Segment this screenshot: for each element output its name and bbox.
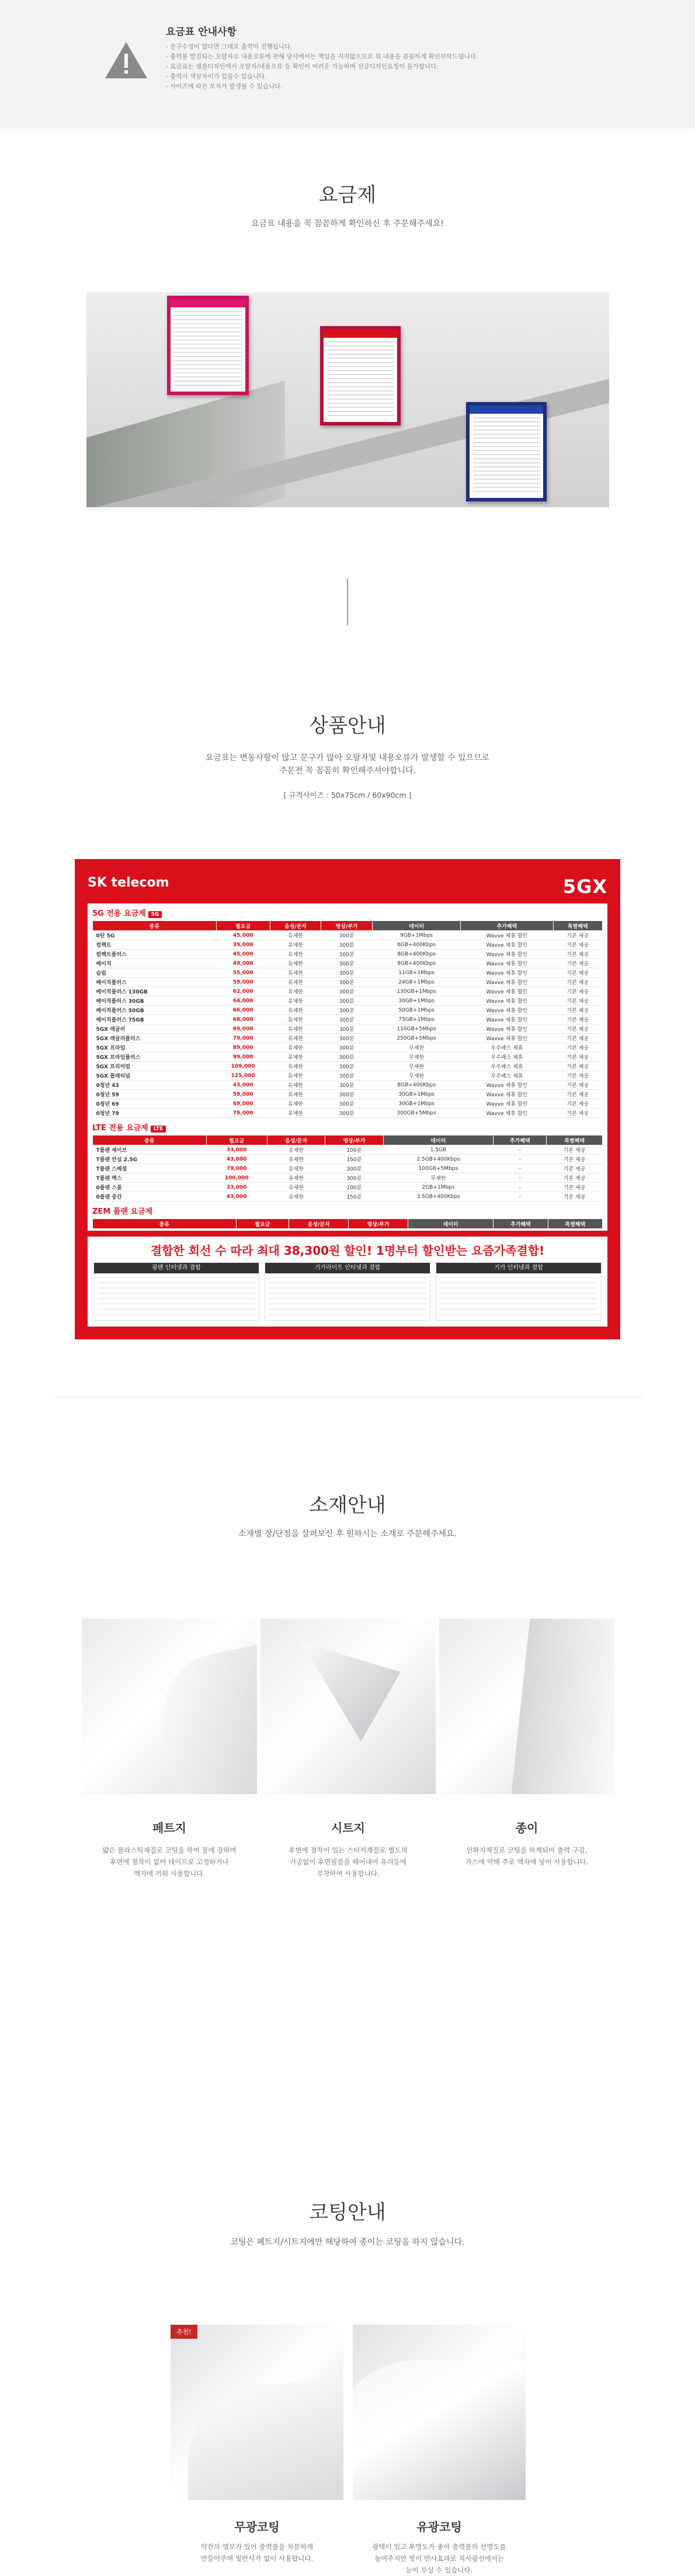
plan-table — [92, 1135, 603, 1202]
product-size: [ 규격사이즈 : 50x75cm / 60x90cm ] — [283, 791, 412, 799]
plan-category-title: ZEM 플랜 요금제 — [92, 1207, 153, 1216]
table-row: 0청년 79 79,000 유제한 300분 300GB+5Mbps Wavve 제휴 할인 기본 제공 — [93, 1109, 603, 1118]
table-header: 추가혜택 — [494, 1135, 547, 1145]
table-row: 5GX 프라임플러스 99,000 유제한 300분 무제한 우주패스 제휴 기본 제공 — [93, 1052, 603, 1062]
price-board — [75, 859, 620, 1339]
brand-logo: SK telecom — [88, 875, 169, 890]
coating-desc: 광택이 있고 투명도가 좋아 출력물의 선명도를 높여주지만 빛이 반사효과로 직사광선에서는 눈이 부실 수 있습니다. — [372, 2543, 506, 2574]
plan-table — [92, 920, 603, 1118]
poster-frame — [320, 326, 401, 425]
table-row: 5GX 프리미엄 109,000 유제한 300분 무제한 우주패스 제휴 기본 제공 — [93, 1062, 603, 1071]
warning-icon — [104, 41, 148, 79]
table-header: 추가혜택 — [494, 1219, 548, 1229]
notice-item: - 사이즈에 따른 오차가 발생될 수 있습니다. — [166, 82, 478, 92]
coating-name: 유광코팅 — [416, 2520, 462, 2534]
table-row: T플랜 스페셜 79,000 유제한 300분 100GB+5Mbps - 기본 제공 — [93, 1164, 603, 1173]
plan-table — [92, 1218, 603, 1231]
table-row: T플랜 맥스 100,000 유제한 300분 무제한 - 기본 제공 — [93, 1173, 603, 1183]
plan-subtitle: 요금표 내용을 꼭 꼼꼼하게 확인하신 후 주문해주세요! — [251, 219, 444, 228]
table-header: 월요금 — [216, 921, 270, 931]
table-row: 베이직플러스 50GB 66,000 유제한 300분 50GB+1Mbps Wavve 제휴 할인 기본 제공 — [93, 1006, 603, 1015]
table-header: 월요금 — [206, 1135, 267, 1145]
table-header: 음성/문자 — [270, 921, 321, 931]
table-row: 컴팩트플러스 45,000 유제한 300분 8GB+400Kbps Wavve 제휴 할인 기본 제공 — [93, 950, 603, 959]
table-row: 베이직플러스 30GB 64,000 유제한 300분 30GB+1Mbps Wavve 제휴 할인 기본 제공 — [93, 996, 603, 1006]
notice-item: - 요금표는 샘플디자인에서 오탈자/내용오류 등 확인이 어려운 가능하며 선금디자인요청이 불가합니다. — [166, 62, 478, 72]
matte-coating-image — [171, 2325, 343, 2500]
table-header: 데이터 — [408, 1219, 494, 1229]
pet-film-image — [82, 1619, 257, 1794]
section-divider — [347, 579, 348, 625]
promo-box: 광랜 인터넷과 결합 — [93, 1262, 259, 1321]
sheet-sticker-image — [260, 1619, 436, 1794]
plan-category-title: LTE 전용 요금제 LTE — [92, 1121, 603, 1133]
notice-banner — [0, 0, 695, 129]
paper-image — [439, 1619, 614, 1794]
material-title: 소재안내 — [309, 1494, 386, 1517]
material-desc: 인화지재질로 코팅을 하게되어 출력 구김, 가스에 약해 주로 액자에 넣어 사용합니다. — [465, 1846, 589, 1866]
material-name: 종이 — [515, 1821, 538, 1835]
material-desc: 후면에 점착이 있는 스티커재질로 별도의 가공없이 후면필름을 떼어내어 유리등에 부착하여 사용합니다. — [289, 1846, 408, 1878]
table-header: 영상/부가 — [325, 1135, 383, 1145]
plan-title: 요금제 — [318, 183, 377, 207]
table-header: 종류 — [93, 1219, 237, 1229]
notice-list — [166, 42, 478, 92]
product-desc-2: 주문전 꼭 꼼꼼히 확인해주셔야합니다. — [279, 766, 416, 775]
notice-item: - 출력시 색상차이가 있을수 있습니다. — [166, 72, 478, 82]
material-desc: 얇은 플라스틱재질로 코팅을 하여 물에 강하며 후면에 점착이 없어 테이프로 고정하거나 액자에 끼워 사용합니다. — [102, 1846, 237, 1878]
table-row: 0틴 5G 45,000 유제한 300분 9GB+1Mbps Wavve 제휴 할인 기본 제공 — [93, 931, 603, 940]
table-row: 슬림 55,000 유제한 300분 11GB+1Mbps Wavve 제휴 할인 기본 제공 — [93, 968, 603, 978]
table-header: 종류 — [93, 1135, 207, 1145]
recommend-badge: 추천! — [171, 2325, 197, 2339]
material-subtitle: 소재별 장/단점을 살펴보신 후 원하시는 소재로 주문해주세요. — [238, 1529, 457, 1539]
material-name: 시트지 — [331, 1821, 365, 1835]
table-row: 베이직플러스 59,000 유제한 300분 24GB+1Mbps Wavve 제휴 할인 기본 제공 — [93, 978, 603, 987]
table-row: T플랜 세이브 33,000 유제한 100분 1.5GB - 기본 제공 — [93, 1145, 603, 1155]
table-row: 0청년 59 59,000 유제한 300분 30GB+1Mbps Wavve 제휴 할인 기본 제공 — [93, 1090, 603, 1099]
table-header: 음성/문자 — [267, 1135, 325, 1145]
material-name: 페트지 — [152, 1821, 186, 1835]
table-row: 5GX 레귤러 69,000 유제한 300분 110GB+5Mbps Wavve 제휴 할인 기본 제공 — [93, 1024, 603, 1034]
product-title: 상품안내 — [309, 714, 386, 738]
notice-title: 요금표 안내사항 — [166, 26, 237, 38]
table-header: 추가혜택 — [461, 921, 553, 931]
table-row — [93, 1229, 603, 1231]
coating-name: 무광코팅 — [234, 2520, 280, 2534]
table-row: T플랜 안심 2.5G 43,000 유제한 150분 2.5GB+400Kbps - 기본 제공 — [93, 1155, 603, 1164]
poster-frame — [466, 402, 547, 501]
table-header: 데이터 — [383, 1135, 494, 1145]
poster-frame — [167, 296, 249, 395]
table-header: 특별혜택 — [548, 1219, 602, 1229]
table-row: 0플랜 스몰 33,000 유제한 100분 2GB+1Mbps - 기본 제공 — [93, 1183, 603, 1192]
table-header: 영상/부가 — [321, 921, 373, 931]
table-header: 음성/문자 — [289, 1219, 349, 1229]
table-header: 월요금 — [236, 1219, 289, 1229]
table-row: 0청년 69 69,000 유제한 300분 30GB+1Mbps Wavve 제휴 할인 기본 제공 — [93, 1099, 603, 1109]
glossy-coating-image — [353, 2325, 526, 2500]
5gx-logo: 5GX — [562, 875, 607, 898]
table-header: 영상/부가 — [349, 1219, 408, 1229]
table-header: 특별혜택 — [553, 921, 602, 931]
coating-title: 코팅안내 — [309, 2201, 386, 2224]
table-row: 베이직플러스 130GB 62,000 유제한 300분 130GB+1Mbps Wavve 제휴 할인 기본 제공 — [93, 987, 603, 996]
table-row: 컴팩트 39,000 유제한 300분 6GB+400Kbps Wavve 제휴 할인 기본 제공 — [93, 940, 603, 950]
product-desc-1: 요금표는 변동사항이 많고 문구가 많아 오탈자및 내용오류가 발생할 수 있으므로 — [205, 753, 490, 763]
table-row: 베이직플러스 75GB 68,000 유제한 300분 75GB+1Mbps Wavve 제휴 할인 기본 제공 — [93, 1015, 603, 1024]
combo-promo — [88, 1237, 607, 1327]
table-row: 베이직 49,000 유제한 300분 8GB+400Kbps Wavve 제휴 할인 기본 제공 — [93, 959, 603, 968]
price-table-sheet — [88, 903, 607, 1231]
promo-box: 기가 인터넷과 결합 — [436, 1262, 602, 1321]
table-header: 특별혜택 — [547, 1135, 603, 1145]
coating-subtitle: 코팅은 페트지/시트지에만 해당하여 종이는 코팅을 하지 않습니다. — [230, 2238, 465, 2247]
notice-item: - 문구수정이 없다면 그대로 출력이 진행됩니다. — [166, 42, 478, 52]
promo-title: 결합한 회선 수 따라 최대 38,300원 할인! 1명부터 할인받는 요즘가족결합! — [150, 1244, 545, 1258]
table-header: 데이터 — [372, 921, 460, 931]
table-row: 0플랜 중간 43,000 유제한 150분 3.5GB+400Kbps - 기본 제공 — [93, 1192, 603, 1202]
table-row: 0청년 43 43,000 유제한 300분 8GB+400Kbps Wavve 제휴 할인 기본 제공 — [93, 1081, 603, 1090]
notice-item: - 출력물 발견되는 오탈자로 내용오류에 관해 당사에서는 책임을 지지않으므로 위 내용을 꼼꼼하게 확인부탁드립니다. — [166, 52, 478, 62]
table-row: 5GX 레귤러플러스 79,000 유제한 300분 250GB+5Mbps Wavve 제휴 할인 기본 제공 — [93, 1034, 603, 1043]
promo-box: 기가라이트 인터넷과 결합 — [265, 1262, 430, 1321]
table-row: 5GX 프라임 89,000 유제한 300분 무제한 우주패스 제휴 기본 제공 — [93, 1043, 603, 1052]
table-row: 5GX 플래티넘 125,000 유제한 300분 무제한 우주패스 제휴 기본 제공 — [93, 1071, 603, 1081]
coating-desc: 약간의 엠보가 있어 출력물을 차분하게 만들어주며 빛반사가 없이 사용합니다. — [200, 2543, 314, 2563]
installation-photo — [86, 292, 609, 507]
board-header — [88, 872, 607, 898]
plan-category-title: 5G 전용 요금제 5G — [92, 907, 603, 918]
table-header: 종류 — [93, 921, 217, 931]
